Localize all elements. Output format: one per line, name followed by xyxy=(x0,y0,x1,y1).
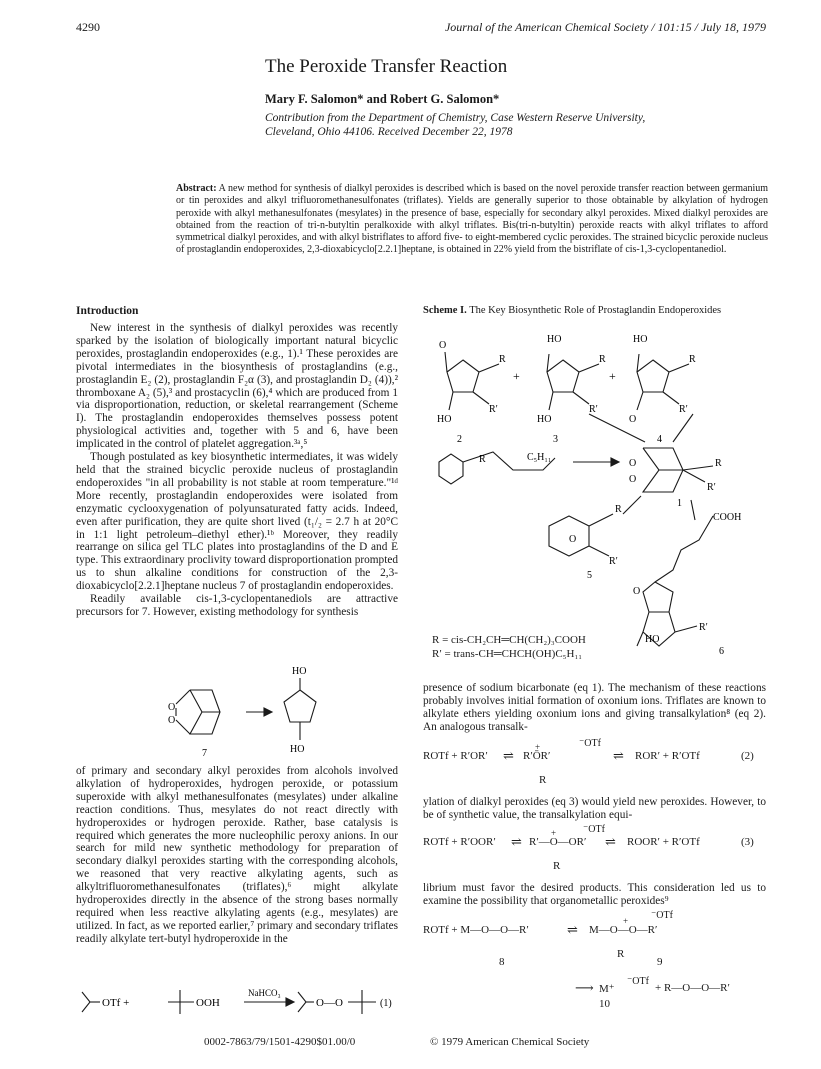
eq3-number: (3) xyxy=(741,836,754,848)
rp-definition: R′ = trans-CH═CHCH(OH)C₅H₁₁ xyxy=(432,648,583,660)
scheme-caption-text: The Key Biosynthetic Role of Prostaglandin Endoperoxides xyxy=(469,305,722,316)
equation-2 xyxy=(423,736,766,786)
eq2-right: ROR′ + R′OTf xyxy=(635,750,700,762)
equilibrium-arrow: ⇌ xyxy=(511,834,522,849)
equilibrium-arrow: ⇌ xyxy=(567,922,578,937)
ring-compound-2 xyxy=(447,360,479,392)
label-ho: HO xyxy=(537,414,552,425)
article-authors: Mary F. Salomon* and Robert G. Salomon* xyxy=(265,92,500,106)
equilibrium-arrow: ⇌ xyxy=(613,748,624,763)
furan-ring xyxy=(643,582,673,612)
plus-sign: + xyxy=(609,369,616,383)
eq2-charge: + xyxy=(535,742,541,752)
footer-copyright: © 1979 American Chemical Society xyxy=(430,1036,590,1048)
rp-chain xyxy=(573,392,589,404)
scheme-1-drawing xyxy=(423,330,766,660)
eq1-catalyst: NaHCO₃ xyxy=(248,988,281,998)
label-r: R xyxy=(479,454,486,465)
r-chain xyxy=(683,466,713,470)
label-o: O xyxy=(569,534,577,545)
isopropyl-branch xyxy=(298,992,306,1012)
eq2-counter-ion: ⁻OTf xyxy=(579,738,601,749)
oh-bond xyxy=(637,354,639,372)
label-r: R xyxy=(715,458,722,469)
compound-number-1: 1 xyxy=(677,498,682,509)
label-ho: HO xyxy=(437,414,452,425)
compound-number-2: 2 xyxy=(457,434,462,445)
label-ho: HO xyxy=(633,334,648,345)
label-o: O xyxy=(629,458,637,469)
intro-paragraph-2: Though postulated as key biosynthetic intermediates, it was widely held that the strained bicyclic peroxide nucleus of prostaglandin endoperoxides "in all probability is not stable at room temperature."¹ᵈ More recently, prostaglandin endoperoxides were isolated from enzymatic cyclooxygenation of polyunsaturated fatty acids. Indeed, even after purification, they are quite short lived (t₁/₂ = 2.7 h at 20°C in 1:1 light petroleum–diethyl ether).¹ᵇ Moreover, they readily rearrange on silica gel TLC plates into prostaglandins of the D and E type. This extraordinary proclivity toward disproportionation prompted us to shun alkaline conditions for construction of the 2,3-dioxabicyclo[2.2.1]heptane nucleus 7 of prostaglandin endoperoxides. xyxy=(76,451,398,593)
r-chain xyxy=(669,364,689,372)
oh-bond xyxy=(549,392,553,410)
label-rp: R′ xyxy=(679,404,688,415)
eq3-mid: R′—O—OR′ xyxy=(529,836,587,848)
eq4-counter-ion-2: ⁻OTf xyxy=(627,976,649,987)
label-rp: R′ xyxy=(699,622,708,633)
eq2-left: ROTf + R′OR′ xyxy=(423,750,488,762)
right-paragraph-3: librium must favor the desired products. This consideration led us to examine the possibility that organometallic peroxides⁹ xyxy=(423,882,766,907)
eq4-charge: + xyxy=(623,916,629,926)
compound-number-8: 8 xyxy=(499,956,505,968)
r-chain xyxy=(589,514,613,526)
scheme-caption xyxy=(423,305,753,317)
eq4-sub: R xyxy=(617,948,625,960)
right-paragraph-2: ylation of dialkyl peroxides (eq 3) would yield new peroxides. However, to be of synthetic value, the transalkylation equi- xyxy=(423,796,766,821)
page-number: 4290 xyxy=(76,20,100,34)
compound-number-6: 6 xyxy=(719,646,724,657)
label-o: O xyxy=(168,702,176,713)
arrow-to-5 xyxy=(623,496,641,514)
abstract-label: Abstract: xyxy=(176,183,217,194)
ketone-bond xyxy=(637,392,643,410)
scheme-caption-label: Scheme I. xyxy=(423,305,467,316)
label-c5h11: C₅H₁₁ xyxy=(527,452,552,463)
arachidonic-ring xyxy=(439,454,463,484)
compound-number-5: 5 xyxy=(587,570,592,581)
article-affiliation xyxy=(265,111,785,139)
eq3-sub: R xyxy=(553,860,561,872)
arrow-to-6 xyxy=(691,500,695,520)
equilibrium-arrow: ⇌ xyxy=(503,748,514,763)
rp-chain xyxy=(683,470,705,482)
eq1-left: OTf + xyxy=(102,997,130,1009)
equation-4 xyxy=(423,910,766,1020)
compound-number-9: 9 xyxy=(657,956,663,968)
eq2-sub: R xyxy=(539,774,547,786)
introduction-heading: Introduction xyxy=(76,305,139,317)
footer-code: 0002-7863/79/1501-4290$01.00/0 xyxy=(204,1036,356,1048)
arrow-to-3 xyxy=(589,414,645,442)
peroxide-bond-1 xyxy=(176,690,190,704)
label-r: R xyxy=(499,354,506,365)
eq1-reagent: OOH xyxy=(196,997,220,1009)
label-cooh: COOH xyxy=(713,512,742,523)
eq4-left: ROTf + M—O—O—R′ xyxy=(423,924,529,936)
label-r: R xyxy=(599,354,606,365)
intro-block-1 xyxy=(76,322,398,619)
compound-number-4: 4 xyxy=(657,434,662,445)
label-rp: R′ xyxy=(609,556,618,567)
r-definition: R = cis-CH₂CH═CH(CH₂)₃COOH xyxy=(432,634,586,646)
ring-compound-3 xyxy=(547,360,579,392)
eq4-m-ion: M⁺ xyxy=(599,983,615,995)
label-o: O xyxy=(629,474,637,485)
label-rp: R′ xyxy=(707,482,716,493)
intro-paragraph-4: of primary and secondary alkyl peroxides from alcohols involved alkylation of hydroperoxides, hydrogen peroxide, or potassium superoxide with alkyl methanesulfonates (mesylates) under alkaline reaction conditions. Thus, mesylates do not react directly with hydroperoxides or hydrogen peroxide. Rather, base catalysis is required which generates the more nucleophilic peroxy anions. In our search for mild new synthetic methodology for preparation of secondary dialkyl peroxides starting with the corresponding alcohols, we reasoned that very reactive alkylating agents, such as alkyltrifluoromethanesulfonates (triflates),⁶ might alkylate hydroperoxides directly in the absence of the strong bases normally required when less reactive alkylating agents (e.g., mesylates) are utilized. In fact, as we reported earlier,⁷ primary and secondary triflates readily alkylate tert-butyl hydroperoxide in the xyxy=(76,765,398,945)
label-o: O xyxy=(168,715,176,726)
label-ho: HO xyxy=(645,634,660,645)
label-rp: R′ xyxy=(489,404,498,415)
equation-3 xyxy=(423,822,766,872)
cyclopentane-ring xyxy=(284,690,316,722)
compound-number-3: 3 xyxy=(553,434,558,445)
running-head xyxy=(76,20,766,36)
rp-chain xyxy=(473,392,489,404)
label-r: R xyxy=(689,354,696,365)
r-chain xyxy=(579,364,599,372)
eq3-charge: + xyxy=(551,828,557,838)
eq3-left: ROTf + R′OOR′ xyxy=(423,836,496,848)
abstract-text: A new method for synthesis of dialkyl peroxides is described which is based on the novel peroxide transfer reaction between germanium or tin peroxides and alkyl trifluoromethanesulfonates (triflates). Yields are generally superior to those obtainable by alkylation of hydrogen peroxide with alkyl methanesulfonates (mesylates) in the presence of base, especially for secondary alkyl peroxides. Mixed dialkyl peroxides are obtained from the reaction of tri-n-butyltin peralkoxide with alkyl triflates. Bis(tri-n-butyltin) peroxide reacts with alkyl triflates to afford symmetrical dialkyl peroxides, and with alkyl bistriflates to afford five- to eight-membered cyclic peroxides. The strained bicyclic peroxide nucleus of prostaglandin endoperoxides, 2,3-dioxabicyclo[2.2.1]heptane, is obtained in 22% yield from the bistriflate of cis-1,3-cyclopentanediol. xyxy=(176,183,768,256)
intro-paragraph-1: New interest in the synthesis of dialkyl peroxides was recently sparked by the isolation of biologically important natural bicyclic peroxides, prostaglandin endoperoxides (e.g., 1).¹ These peroxides are pivotal intermediates in the biosynthesis of prostaglandins (e.g., prostaglandin E₂ (2), prostaglandin F₂α (3), and prostaglandin D₂ (4)),² thromboxane A₂ (5),³ and prostacyclin (6),⁴ which are produced from 1 via disproportionation, reduction, or skeletal rearrangement (Scheme I). The prostaglandin endoperoxides themselves possess potent physiological activities and, together with 5 and 6, have been implicated in the control of platelet aggregation.³ᵃ,⁵ xyxy=(76,322,398,451)
affiliation-line-2: Cleveland, Ohio 44106. Received December 22, 1978 xyxy=(265,126,513,138)
forward-arrow: ⟶ xyxy=(575,980,594,995)
label-o: O xyxy=(633,586,641,597)
arrow-to-4 xyxy=(673,414,693,442)
label-ho: HO xyxy=(292,666,307,677)
right-paragraph-1: presence of sodium bicarbonate (eq 1). The mechanism of these reactions probably involves initial formation of oxonium ions. Triflates are known to alkylate ethers yielding oxonium ions and giving transalkylation⁸ (eq 2). An analogous transalk- xyxy=(423,682,766,733)
eq4-counter-ion: ⁻OTf xyxy=(651,910,673,921)
eq1-number: (1) xyxy=(380,998,392,1009)
arrow-head xyxy=(286,998,294,1006)
journal-citation: Journal of the American Chemical Society / 101:15 / July 18, 1979 xyxy=(444,20,766,34)
label-ho: HO xyxy=(290,744,305,755)
compound-number-10: 10 xyxy=(599,998,610,1010)
intro-paragraph-3: Readily available cis-1,3-cyclopentanediols are attractive precursors for 7. However, existing methodology for synthesis xyxy=(76,593,398,618)
label-o: O xyxy=(629,414,637,425)
equilibrium-arrow: ⇌ xyxy=(605,834,616,849)
ketone-bond xyxy=(445,352,447,372)
rp-chain xyxy=(589,546,609,556)
arrow-head xyxy=(611,458,619,466)
eq2-mid: R′ŌR′ xyxy=(523,750,551,762)
equation-1 xyxy=(76,984,398,1020)
ring-compound-4 xyxy=(637,360,669,392)
affiliation-line-1: Contribution from the Department of Chemistry, Case Western Reserve University, xyxy=(265,112,646,124)
compound-number-7: 7 xyxy=(202,748,207,759)
label-o: O xyxy=(439,340,447,351)
oh-bond xyxy=(637,632,643,646)
eq3-right: ROOR′ + R′OTf xyxy=(627,836,700,848)
intro-block-2 xyxy=(76,765,398,946)
structure-7-scheme xyxy=(150,660,340,760)
arrow-head xyxy=(264,708,272,716)
r-chain xyxy=(479,364,499,372)
eq2-number: (2) xyxy=(741,750,754,762)
oh-bond xyxy=(547,354,549,372)
rp-chain xyxy=(675,626,697,632)
label-ho: HO xyxy=(547,334,562,345)
eq4-mid: M—O—O—R′ xyxy=(589,924,658,936)
oh-bond xyxy=(449,392,453,410)
article-title: The Peroxide Transfer Reaction xyxy=(265,56,508,77)
abstract xyxy=(176,183,768,257)
eq4-product: + R—O—O—R′ xyxy=(655,982,730,994)
cooh-chain xyxy=(655,516,713,582)
label-rp: R′ xyxy=(589,404,598,415)
plus-sign: + xyxy=(513,369,520,383)
peroxide-bond-2 xyxy=(176,720,190,734)
rp-chain xyxy=(663,392,679,404)
eq3-counter-ion: ⁻OTf xyxy=(583,824,605,835)
eq1-product: O—O xyxy=(316,997,343,1009)
label-r: R xyxy=(615,504,622,515)
isopropyl-branch xyxy=(82,992,90,1012)
